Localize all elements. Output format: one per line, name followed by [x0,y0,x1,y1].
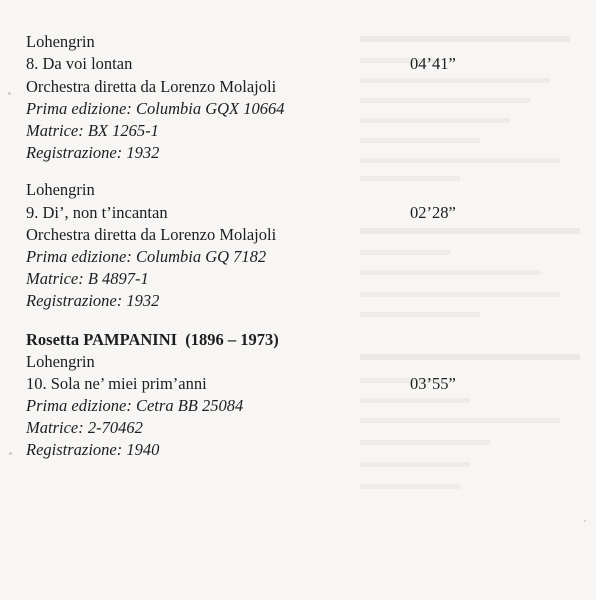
matrix-number: Matrice: 2-70462 [26,418,143,437]
opera-title: Lohengrin [26,180,95,199]
track-title: 9. Di’, non t’incantan [26,203,168,222]
orchestra-credit: Orchestra diretta da Lorenzo Molajoli [26,77,277,96]
first-edition: Prima edizione: Columbia GQX 10664 [26,99,285,118]
first-edition: Prima edizione: Columbia GQ 7182 [26,247,267,266]
track-duration: 04’41” [410,54,456,73]
track-duration: 02’28” [410,203,456,222]
opera-title: Lohengrin [26,352,95,371]
track-title: 8. Da voi lontan [26,54,133,73]
orchestra-credit: Orchestra diretta da Lorenzo Molajoli [26,225,277,244]
recording-year: Registrazione: 1932 [26,291,160,310]
recording-year: Registrazione: 1932 [26,143,160,162]
matrix-number: Matrice: BX 1265-1 [26,121,159,140]
first-edition: Prima edizione: Cetra BB 25084 [26,396,244,415]
opera-title: Lohengrin [26,32,95,51]
track-duration: 03’55” [410,374,456,393]
artist-heading: Rosetta PAMPANINI (1896 – 1973) [26,330,279,349]
recording-year: Registrazione: 1940 [26,440,160,459]
track-title: 10. Sola ne’ miei prim’anni [26,374,207,393]
matrix-number: Matrice: B 4897-1 [26,269,149,288]
